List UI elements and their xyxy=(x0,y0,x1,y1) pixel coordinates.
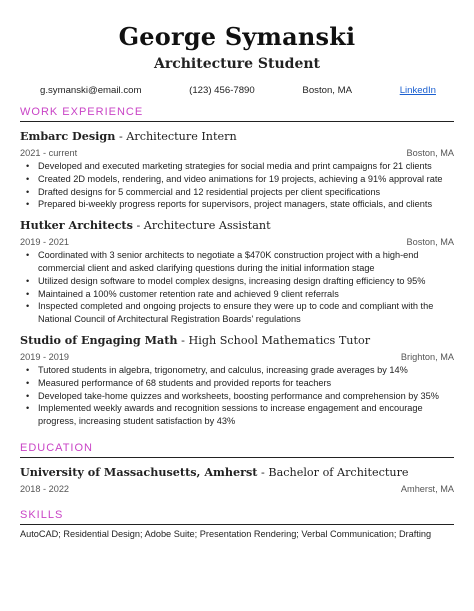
section-heading-skills: SKILLS xyxy=(20,509,454,525)
section-heading-work: WORK EXPERIENCE xyxy=(20,106,454,122)
heading-separator: - xyxy=(261,465,265,479)
job-bullets xyxy=(20,160,454,211)
education-heading xyxy=(20,465,454,480)
work-entry-meta xyxy=(20,147,454,159)
education-entry xyxy=(20,465,454,495)
contact-row xyxy=(20,85,454,96)
education-dates: 2018 - 2022 xyxy=(20,483,70,494)
candidate-name: George Symanski xyxy=(118,22,356,51)
job-dates: 2021 - current xyxy=(20,148,78,158)
skills-list: AutoCAD; Residential Design; Adobe Suite; Presentation Rendering; Verbal Communication; Drafting xyxy=(20,528,432,539)
list-item: • Utilized design software to model complex designs, increasing design drafting efficiency to 95% xyxy=(20,275,454,288)
job-location: Brighton, MA xyxy=(400,351,454,362)
job-role: High School Mathematics Tutor xyxy=(188,333,371,347)
work-entry xyxy=(20,333,454,428)
job-role: Architecture Assistant xyxy=(143,219,271,233)
job-role: Architecture Intern xyxy=(126,130,237,143)
work-entry xyxy=(20,129,454,211)
list-item: • Measured performance of 68 students and provided reports for teachers xyxy=(20,377,454,390)
job-dates: 2019 - 2021 xyxy=(20,237,70,248)
list-item: • Developed and executed marketing strategies for social media and print campaigns for 21 clients xyxy=(20,160,454,173)
contact-phone: (123) 456-7890 xyxy=(189,85,255,96)
resume-header xyxy=(20,0,454,73)
job-bullets xyxy=(20,364,454,428)
candidate-title: Architecture Student xyxy=(153,56,321,72)
heading-separator: - xyxy=(118,130,123,143)
list-item: • Developed take-home quizzes and worksheets, boosting performance and comprehension by 35% xyxy=(20,390,454,403)
work-entry-meta xyxy=(20,351,454,363)
school-name: University of Massachusetts, Amherst xyxy=(20,464,258,479)
section-heading-education: EDUCATION xyxy=(20,442,454,458)
degree-name: Bachelor of Architecture xyxy=(268,465,409,479)
education-meta xyxy=(20,483,454,495)
heading-separator: - xyxy=(181,333,185,347)
list-item: • Implemented weekly awards and recognition sessions to increase engagement and encourage progress, increasing student satisfaction by 43% xyxy=(20,402,454,428)
list-item: • Created 2D models, rendering, and video animations for 19 projects, achieving a 91% approval rate xyxy=(20,173,454,186)
work-entry-heading xyxy=(20,129,454,144)
company-name: Embarc Design xyxy=(20,129,116,143)
work-entry xyxy=(20,218,454,326)
list-item: • Tutored students in algebra, trigonometry, and calculus, increasing grade averages by 14% xyxy=(20,364,454,377)
list-item: • Inspected completed and ongoing projects to ensure they were up to code and compliant with the National Council of Architectural Registration Boards' regulations xyxy=(20,300,454,326)
company-name: Hutker Architects xyxy=(20,218,133,233)
list-item: • Drafted designs for 5 commercial and 12 residential projects per client specifications xyxy=(20,186,454,199)
heading-separator: - xyxy=(136,219,141,233)
work-entry-meta xyxy=(20,236,454,248)
contact-location: Boston, MA xyxy=(302,85,353,96)
job-dates: 2019 - 2019 xyxy=(20,351,70,362)
job-location: Boston, MA xyxy=(406,237,454,248)
work-entry-heading xyxy=(20,333,454,348)
company-name: Studio of Engaging Math xyxy=(20,332,178,347)
list-item: • Prepared bi-weekly progress reports for supervisors, project managers, state officials, and clients xyxy=(20,198,454,211)
job-location: Boston, MA xyxy=(406,148,454,158)
list-item: • Maintained a 100% customer retention rate and achieved 9 client referrals xyxy=(20,288,454,301)
contact-email: g.symanski@email.com xyxy=(40,85,142,96)
work-entry-heading xyxy=(20,218,454,233)
job-bullets xyxy=(20,249,454,326)
linkedin-link[interactable]: LinkedIn xyxy=(399,85,436,96)
education-location: Amherst, MA xyxy=(400,483,454,494)
list-item: • Coordinated with 3 senior architects to negotiate a $470K construction project with a high-end commercial client and asked clarifying questions during the initial information stage xyxy=(20,249,454,275)
